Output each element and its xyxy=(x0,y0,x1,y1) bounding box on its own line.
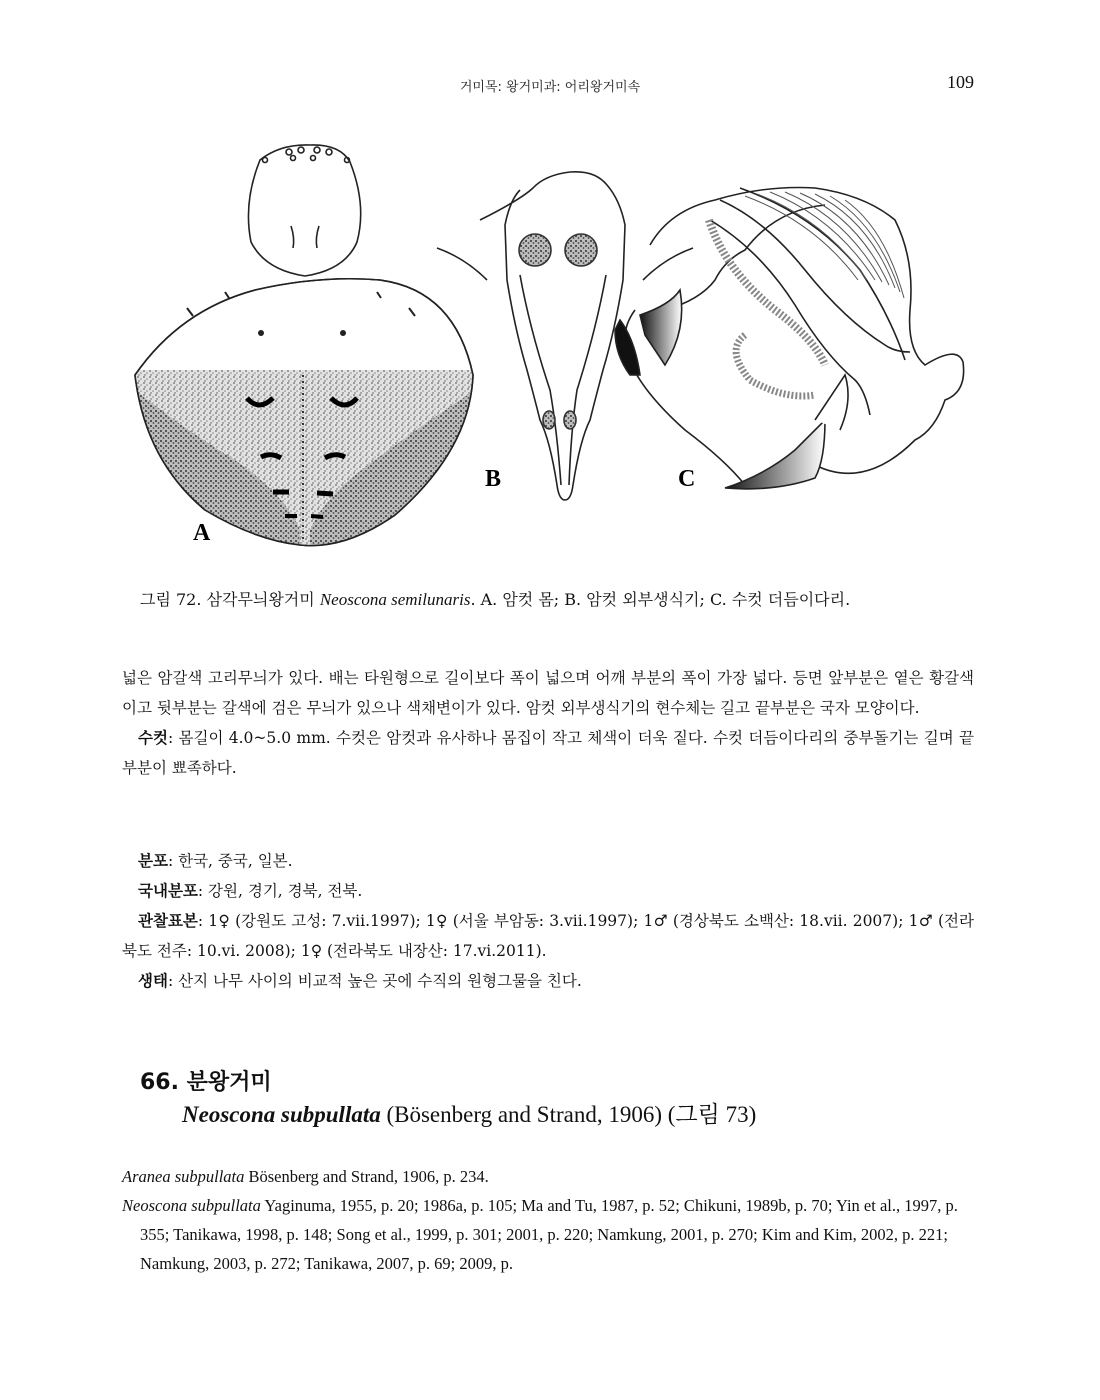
description-paragraph: 넓은 암갈색 고리무늬가 있다. 배는 타원형으로 길이보다 폭이 넓으며 어깨 부분의 폭이 가장 넓다. 등면 앞부분은 옅은 황갈색이고 뒷부분는 갈색에 검은 무늬가 있으나 색채변이가 있다. 암컷 외부생식기의 현수체는 길고 끝부분은 국자 모양이다. xyxy=(122,669,974,717)
panel-label-a: A xyxy=(193,520,211,546)
synonym-name: Neoscona subpullata xyxy=(122,1196,261,1215)
running-head: 거미목: 왕거미과: 어리왕거미속 xyxy=(459,80,641,95)
korea-distribution-line xyxy=(122,876,974,906)
synonymy-list xyxy=(122,1162,974,1278)
specimens-text: : 1♀ (강원도 고성: 7.vii.1997); 1♀ (서울 부암동: 3.vii.1997); 1♂ (경상북도 소백산: 18.vii. 2007); 1♂ (전라북도 전주: 10.vi. 2008); 1♀ (전라북도 내장산: 17.vi.2011). xyxy=(122,912,974,960)
panel-label-c: C xyxy=(678,466,696,492)
caption-prefix: 그림 72. 삼각무늬왕거미 xyxy=(140,590,320,609)
distribution-line xyxy=(122,846,974,876)
figure-72 xyxy=(125,130,985,560)
synonym-name: Aranea subpullata xyxy=(122,1167,245,1186)
synonymy-entry xyxy=(122,1191,974,1278)
species-binomial: Neoscona subpullata xyxy=(182,1102,381,1127)
ecology-line xyxy=(122,966,974,996)
ecology-label: 생태 xyxy=(138,972,168,990)
species-description xyxy=(122,663,974,783)
synonym-refs: Bösenberg and Strand, 1906, p. 234. xyxy=(244,1167,489,1186)
synonymy-entry xyxy=(122,1162,974,1191)
korea-distribution-label: 국내분포 xyxy=(138,882,198,900)
male-text: : 몸길이 4.0~5.0 mm. 수컷은 암컷과 유사하나 몸집이 작고 체색이 더욱 짙다. 수컷 더듬이다리의 중부돌기는 길며 끝부분이 뾰족하다. xyxy=(122,729,974,777)
panel-c-male-palp xyxy=(615,188,964,489)
caption-species: Neoscona semilunaris xyxy=(319,590,471,609)
korea-distribution-text: : 강원, 경기, 경북, 전북. xyxy=(197,882,363,900)
species-number-title: 66. 분왕거미 xyxy=(140,1070,272,1095)
synonym-refs: Yaginuma, 1955, p. 20; 1986a, p. 105; Ma and Tu, 1987, p. 52; Chikuni, 1989b, p. 70; Yin et al., 1997, p. 355; Tanikawa, 1998, p. 148; Song et al., 1999, p. 301; 2001, p. 220; Namkung, 2001, p. 270; Kim and Kim, 2002, p. 221; Namkung, 2003, p. 272; Tanikawa, 2007, p. 69; 2009, p. xyxy=(140,1196,958,1273)
specimens-label: 관찰표본 xyxy=(138,912,198,930)
caption-suffix: . A. 암컷 몸; B. 암컷 외부생식기; C. 수컷 더듬이다리. xyxy=(470,590,851,609)
species-records xyxy=(122,846,974,996)
specimens-line xyxy=(122,906,974,966)
ecology-text: : 산지 나무 사이의 비교적 높은 곳에 수직의 원형그물을 친다. xyxy=(167,972,582,990)
panel-label-b: B xyxy=(485,466,502,492)
species-scientific-name xyxy=(182,1099,756,1131)
figure-caption xyxy=(140,587,1020,610)
species-authority: (Bösenberg and Strand, 1906) (그림 73) xyxy=(380,1102,757,1127)
panel-a-female-body xyxy=(125,145,485,560)
distribution-text: : 한국, 중국, 일본. xyxy=(167,852,293,870)
male-label: 수컷 xyxy=(138,729,168,747)
page-number: 109 xyxy=(947,72,974,92)
male-paragraph xyxy=(122,723,974,783)
distribution-label: 분포 xyxy=(138,852,168,870)
species-heading xyxy=(140,1067,756,1131)
